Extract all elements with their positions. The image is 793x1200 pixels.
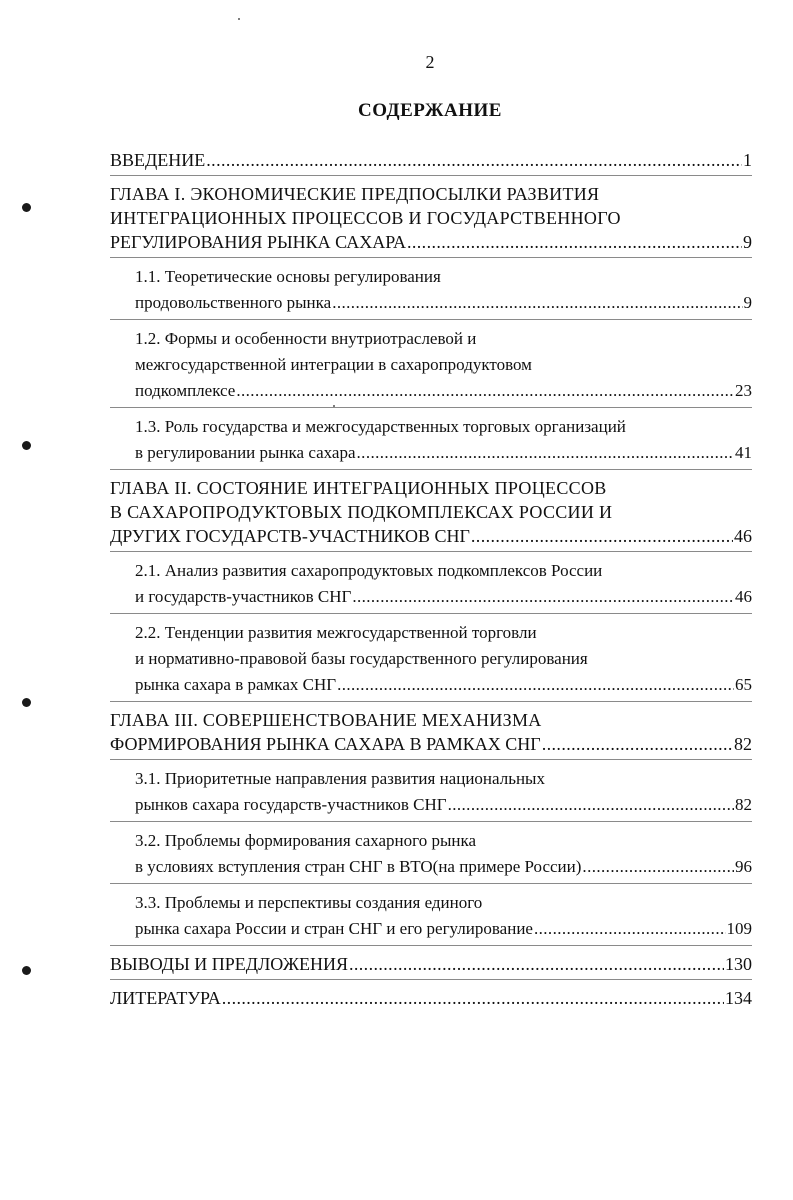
toc-entry-line: 1.2. Формы и особенности внутриотраслевой и xyxy=(135,329,477,348)
toc-page-number: 82 xyxy=(735,795,752,814)
toc-page-number: 41 xyxy=(735,443,752,462)
toc-entry-text: в регулировании рынка сахара xyxy=(135,443,356,462)
toc-chapter xyxy=(110,182,752,254)
toc-entry-line: 1.3. Роль государства и межгосударственных торговых организаций xyxy=(135,417,626,436)
toc-entry-last-line xyxy=(110,148,752,172)
toc-page-number: 96 xyxy=(735,857,752,876)
toc-separator xyxy=(110,701,752,702)
toc-entry-last-line xyxy=(135,916,752,942)
toc-separator xyxy=(110,883,752,884)
binder-hole-mark xyxy=(22,966,31,975)
toc-section xyxy=(110,890,752,942)
toc-entry-text: рынка сахара России и стран СНГ и его регулирование xyxy=(135,919,533,938)
page-number: 2 xyxy=(425,52,435,72)
toc-title: СОДЕРЖАНИЕ xyxy=(358,100,502,121)
toc-chapter xyxy=(110,952,752,976)
toc-section xyxy=(110,558,752,610)
toc-entry-text: ЛИТЕРАТУРА xyxy=(110,988,221,1008)
table-of-contents xyxy=(110,148,752,1010)
toc-entry-text: ВЫВОДЫ И ПРЕДЛОЖЕНИЯ xyxy=(110,954,348,974)
toc-page-number: 9 xyxy=(743,232,752,252)
binder-hole-mark xyxy=(22,441,31,450)
toc-separator xyxy=(110,319,752,320)
dot-leader xyxy=(222,986,724,1010)
toc-entry-text: ВВЕДЕНИЕ xyxy=(110,150,206,170)
dot-leader xyxy=(448,792,734,818)
toc-page-number: 65 xyxy=(735,675,752,694)
toc-page-number: 1 xyxy=(743,150,752,170)
toc-separator xyxy=(110,979,752,980)
toc-separator xyxy=(110,613,752,614)
toc-entry-last-line xyxy=(110,952,752,976)
toc-entry-text: продовольственного рынка xyxy=(135,293,332,312)
toc-separator xyxy=(110,759,752,760)
dot-leader xyxy=(357,440,734,466)
toc-section xyxy=(110,828,752,880)
toc-entry-line: и нормативно-правовой базы государственного регулирования xyxy=(135,649,588,668)
dot-leader xyxy=(337,672,734,698)
toc-separator xyxy=(110,257,752,258)
toc-separator xyxy=(110,821,752,822)
toc-page-number: 9 xyxy=(743,293,752,312)
toc-entry-last-line xyxy=(135,290,752,316)
dot-leader xyxy=(542,732,733,756)
toc-entry-line: 2.1. Анализ развития сахаропродуктовых подкомплексов России xyxy=(135,561,603,580)
toc-entry-last-line xyxy=(110,230,752,254)
toc-entry-last-line xyxy=(110,524,752,548)
binder-hole-mark xyxy=(22,203,31,212)
toc-chapter xyxy=(110,476,752,548)
toc-entry-last-line xyxy=(135,440,752,466)
toc-entry-text: и государств-участников СНГ xyxy=(135,587,352,606)
binder-hole-mark xyxy=(22,698,31,707)
toc-entry-line: ГЛАВА II. СОСТОЯНИЕ ИНТЕГРАЦИОННЫХ ПРОЦЕССОВ xyxy=(110,478,607,498)
toc-section xyxy=(110,264,752,316)
toc-entry-text: в условиях вступления стран СНГ в ВТО(на примере России) xyxy=(135,857,582,876)
toc-section xyxy=(110,766,752,818)
toc-entry-last-line xyxy=(110,732,752,756)
toc-chapter xyxy=(110,986,752,1010)
toc-section xyxy=(110,414,752,466)
toc-entry-text: РЕГУЛИРОВАНИЯ РЫНКА САХАРА xyxy=(110,232,406,252)
toc-page-number: 109 xyxy=(726,919,752,938)
toc-entry-line: межгосударственной интеграции в сахаропродуктовом xyxy=(135,355,532,374)
toc-entry-line: ГЛАВА I. ЭКОНОМИЧЕСКИЕ ПРЕДПОСЫЛКИ РАЗВИТИЯ xyxy=(110,184,600,204)
toc-entry-text: рынков сахара государств-участников СНГ xyxy=(135,795,447,814)
toc-chapter xyxy=(110,148,752,172)
toc-entry-line: 3.1. Приоритетные направления развития национальных xyxy=(135,769,545,788)
dot-leader xyxy=(332,290,742,316)
toc-entry-last-line xyxy=(135,584,752,610)
toc-separator xyxy=(110,945,752,946)
toc-entry-text: подкомплексе xyxy=(135,381,236,400)
toc-page-number: 23 xyxy=(735,381,752,400)
toc-page-number: 46 xyxy=(735,587,752,606)
toc-entry-line: 3.2. Проблемы формирования сахарного рынка xyxy=(135,831,477,850)
toc-page-number: 130 xyxy=(725,954,752,974)
toc-separator xyxy=(110,469,752,470)
dot-leader xyxy=(582,854,734,880)
dot-leader xyxy=(206,148,742,172)
toc-separator xyxy=(110,175,752,176)
dot-leader xyxy=(534,916,726,942)
scan-speck xyxy=(238,18,240,20)
toc-entry-last-line xyxy=(110,986,752,1010)
dot-leader xyxy=(236,378,734,404)
toc-chapter xyxy=(110,708,752,756)
toc-entry-text: рынка сахара в рамках СНГ xyxy=(135,675,337,694)
dot-leader xyxy=(349,952,724,976)
toc-section xyxy=(110,326,752,404)
toc-page-number: 46 xyxy=(734,526,752,546)
toc-entry-text: ДРУГИХ ГОСУДАРСТВ-УЧАСТНИКОВ СНГ xyxy=(110,526,470,546)
toc-entry-line: 3.3. Проблемы и перспективы создания единого xyxy=(135,893,483,912)
toc-entry-line: ИНТЕГРАЦИОННЫХ ПРОЦЕССОВ И ГОСУДАРСТВЕННОГО xyxy=(110,208,621,228)
toc-entry-last-line xyxy=(135,672,752,698)
dot-leader xyxy=(471,524,733,548)
toc-entry-text: ФОРМИРОВАНИЯ РЫНКА САХАРА В РАМКАХ СНГ xyxy=(110,734,541,754)
toc-entry-last-line xyxy=(135,854,752,880)
toc-entry-line: ГЛАВА III. СОВЕРШЕНСТВОВАНИЕ МЕХАНИЗМА xyxy=(110,710,542,730)
toc-separator xyxy=(110,551,752,552)
toc-section xyxy=(110,620,752,698)
toc-page-number: 134 xyxy=(725,988,752,1008)
dot-leader xyxy=(352,584,734,610)
toc-page-number: 82 xyxy=(734,734,752,754)
toc-entry-last-line xyxy=(135,792,752,818)
toc-entry-last-line xyxy=(135,378,752,404)
toc-entry-line: 1.1. Теоретические основы регулирования xyxy=(135,267,441,286)
dot-leader xyxy=(407,230,742,254)
toc-separator xyxy=(110,407,752,408)
toc-entry-line: 2.2. Тенденции развития межгосударственной торговли xyxy=(135,623,537,642)
toc-entry-line: В САХАРОПРОДУКТОВЫХ ПОДКОМПЛЕКСАХ РОССИИ И xyxy=(110,502,613,522)
